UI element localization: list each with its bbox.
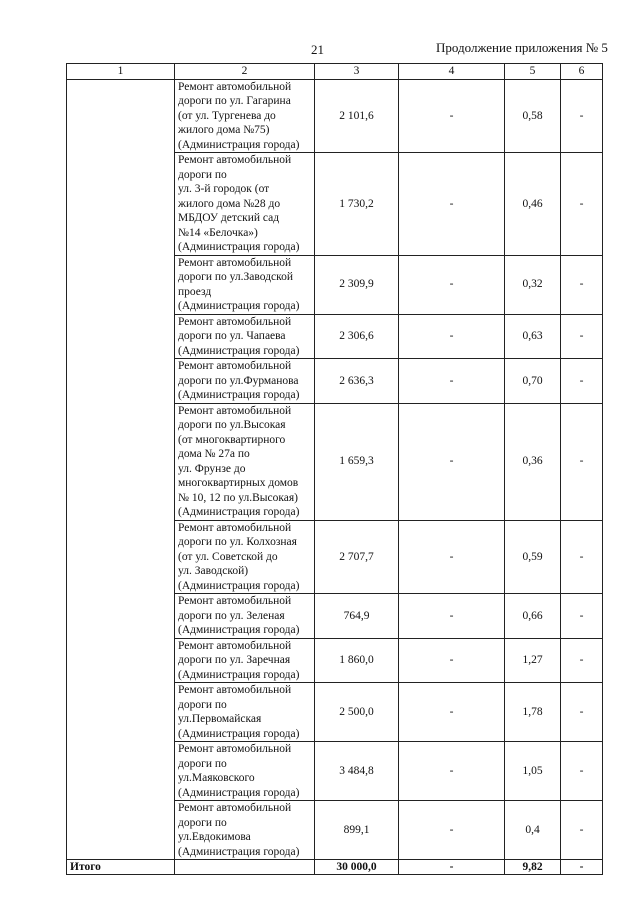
work-description-line: ул.Евдокимова	[178, 831, 251, 843]
work-description-line: дороги по ул.Заводской	[178, 271, 293, 283]
col4-cell: -	[399, 683, 505, 742]
work-description-line: ул.Первомайская	[178, 713, 262, 725]
column-header: 1	[67, 64, 175, 80]
length-cell: 0,63	[505, 314, 561, 359]
length-cell: 0,70	[505, 359, 561, 404]
amount-cell: 2 636,3	[315, 359, 399, 404]
work-description-line: Ремонт автомобильной	[178, 639, 292, 652]
col4-cell: -	[399, 79, 505, 153]
appendix-continuation-note: Продолжение приложения № 5	[436, 40, 608, 55]
work-description-line: дороги по ул. Чапаева	[178, 330, 286, 342]
work-description-line: (от ул. Тургенева до	[178, 109, 276, 122]
total-empty-cell	[175, 860, 315, 875]
work-description-line: № 10, 12 по ул.Высокая)	[178, 491, 298, 504]
work-description-line: Ремонт автомобильной	[178, 315, 292, 328]
amount-cell: 1 860,0	[315, 638, 399, 683]
col6-cell: -	[561, 314, 603, 359]
road-repair-table	[66, 63, 603, 875]
work-description-cell	[175, 638, 315, 683]
col4-cell: -	[399, 314, 505, 359]
total-col6: -	[561, 860, 603, 875]
work-description-line: дороги по	[178, 816, 227, 829]
work-description-cell	[175, 359, 315, 404]
work-description-line: (Администрация города)	[178, 579, 300, 592]
work-description-cell	[175, 742, 315, 801]
column-header: 3	[315, 64, 399, 80]
col4-cell: -	[399, 594, 505, 639]
work-description-line: дороги по	[178, 757, 227, 770]
work-description-line: дороги по ул. Заречная	[178, 654, 291, 666]
length-cell: 1,27	[505, 638, 561, 683]
work-description-line: Ремонт автомобильной	[178, 80, 292, 93]
col6-cell: -	[561, 403, 603, 520]
work-description-line: многоквартирных домов	[178, 477, 299, 489]
work-description-line: (от ул. Советской до	[178, 550, 278, 563]
work-description-line: №14 «Белочка»)	[178, 226, 258, 239]
work-description-line: Ремонт автомобильной	[178, 802, 292, 814]
length-cell: 0,58	[505, 79, 561, 153]
work-description-line: проезд	[178, 285, 212, 298]
work-description-cell	[175, 594, 315, 639]
work-description-line: жилого дома №75)	[178, 124, 270, 136]
work-description-line: Ремонт автомобильной	[178, 743, 292, 755]
length-cell: 0,36	[505, 403, 561, 520]
column-header: 2	[175, 64, 315, 80]
amount-cell: 2 707,7	[315, 520, 399, 594]
work-description-cell	[175, 79, 315, 153]
col6-cell: -	[561, 153, 603, 256]
col6-cell: -	[561, 520, 603, 594]
amount-cell: 3 484,8	[315, 742, 399, 801]
work-description-line: Ремонт автомобильной	[178, 154, 292, 166]
length-cell: 0,4	[505, 801, 561, 860]
col6-cell: -	[561, 801, 603, 860]
amount-cell: 2 306,6	[315, 314, 399, 359]
col6-cell: -	[561, 742, 603, 801]
work-description-line: МБДОУ детский сад	[178, 212, 280, 224]
total-amount: 30 000,0	[315, 860, 399, 875]
col4-cell: -	[399, 359, 505, 404]
work-description-line: (Администрация города)	[178, 300, 300, 312]
work-description-line: дороги по ул. Зеленая	[178, 609, 285, 622]
col4-cell: -	[399, 255, 505, 314]
length-cell: 0,32	[505, 255, 561, 314]
work-description-line: Ремонт автомобильной	[178, 256, 292, 269]
work-description-line: Ремонт автомобильной	[178, 521, 292, 534]
work-description-line: (Администрация города)	[178, 506, 300, 518]
work-description-cell	[175, 801, 315, 860]
work-description-cell	[175, 153, 315, 256]
work-description-line: (Администрация города)	[178, 727, 300, 740]
col4-cell: -	[399, 742, 505, 801]
work-description-line: ул. Заводской)	[178, 565, 249, 577]
work-description-line: (Администрация города)	[178, 241, 300, 253]
length-cell: 1,78	[505, 683, 561, 742]
work-description-line: Ремонт автомобильной	[178, 404, 292, 417]
col6-cell: -	[561, 683, 603, 742]
work-description-line: жилого дома №28 до	[178, 197, 281, 210]
col6-cell: -	[561, 79, 603, 153]
column-header: 5	[505, 64, 561, 80]
work-description-line: дороги по ул. Гагарина	[178, 95, 291, 107]
col4-cell: -	[399, 520, 505, 594]
column-header: 6	[561, 64, 603, 80]
length-cell: 0,46	[505, 153, 561, 256]
work-description-line: (Администрация города)	[178, 344, 300, 357]
length-cell: 0,66	[505, 594, 561, 639]
col6-cell: -	[561, 638, 603, 683]
work-description-line: дороги по	[178, 168, 227, 181]
amount-cell: 1 730,2	[315, 153, 399, 256]
work-description-line: дороги по ул.Фурманова	[178, 374, 299, 387]
amount-cell: 764,9	[315, 594, 399, 639]
work-description-line: дороги по ул. Колхозная	[178, 536, 297, 548]
length-cell: 0,59	[505, 520, 561, 594]
total-row	[67, 860, 603, 875]
amount-cell: 2 309,9	[315, 255, 399, 314]
total-col4: -	[399, 860, 505, 875]
work-description-line: Ремонт автомобильной	[178, 595, 292, 607]
amount-cell: 899,1	[315, 801, 399, 860]
work-description-line: дороги по	[178, 698, 227, 711]
work-description-line: дома № 27а по	[178, 448, 250, 460]
work-description-line: ул. 3-й городок (от	[178, 183, 270, 195]
work-description-line: Ремонт автомобильной	[178, 684, 292, 696]
work-description-line: (Администрация города)	[178, 389, 300, 401]
work-description-line: (Администрация города)	[178, 138, 300, 151]
work-description-line: (Администрация города)	[178, 624, 300, 636]
col4-cell: -	[399, 638, 505, 683]
work-description-cell	[175, 255, 315, 314]
col4-cell: -	[399, 801, 505, 860]
work-description-line: дороги по ул.Высокая	[178, 419, 286, 431]
work-description-cell	[175, 314, 315, 359]
col4-cell: -	[399, 153, 505, 256]
table-row	[67, 79, 603, 153]
page-number: 21	[311, 42, 324, 57]
work-description-line: (Администрация города)	[178, 845, 300, 858]
amount-cell: 1 659,3	[315, 403, 399, 520]
work-description-line: (от многоквартирного	[178, 433, 286, 446]
total-length: 9,82	[505, 860, 561, 875]
work-description-cell	[175, 520, 315, 594]
length-cell: 1,05	[505, 742, 561, 801]
amount-cell: 2 500,0	[315, 683, 399, 742]
work-description-line: Ремонт автомобильной	[178, 360, 292, 372]
col6-cell: -	[561, 594, 603, 639]
work-description-line: ул.Маяковского	[178, 772, 255, 784]
col6-cell: -	[561, 359, 603, 404]
row-group-cell	[67, 79, 175, 860]
column-header-row	[67, 64, 603, 80]
column-header: 4	[399, 64, 505, 80]
col6-cell: -	[561, 255, 603, 314]
work-description-line: ул. Фрунзе до	[178, 462, 246, 475]
work-description-cell	[175, 403, 315, 520]
col4-cell: -	[399, 403, 505, 520]
work-description-line: (Администрация города)	[178, 668, 300, 681]
work-description-cell	[175, 683, 315, 742]
amount-cell: 2 101,6	[315, 79, 399, 153]
total-label: Итого	[67, 860, 175, 875]
work-description-line: (Администрация города)	[178, 786, 300, 799]
